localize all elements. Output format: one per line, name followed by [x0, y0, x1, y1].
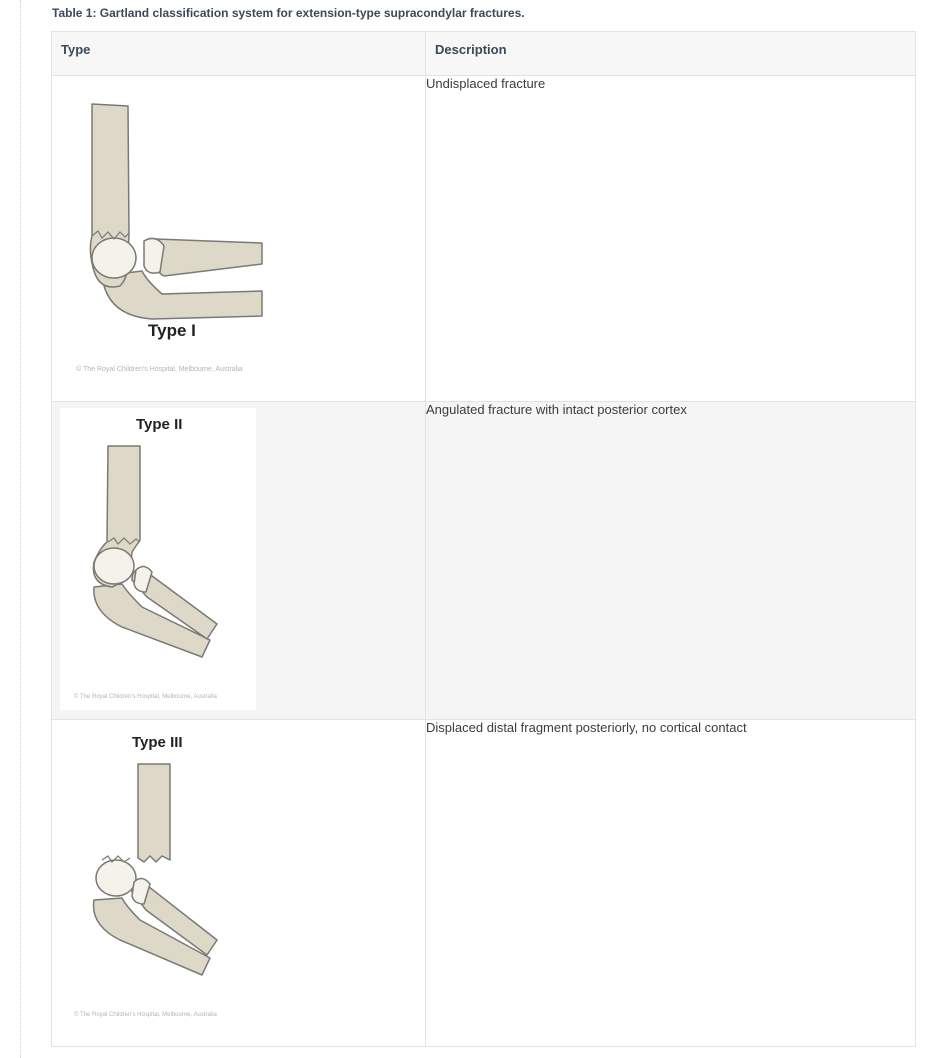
type-i-illustration-cell: [52, 76, 426, 402]
type-iii-copyright: © The Royal Children's Hospital, Melbourne, Australia: [74, 1012, 217, 1018]
page-left-rule: [20, 0, 21, 1058]
type-iii-elbow-illustration: [52, 720, 424, 1046]
table-caption: Table 1: Gartland classification system for extension-type supracondylar fractures.: [52, 6, 525, 20]
type-ii-illustration-cell: [52, 402, 426, 720]
type-ii-copyright: © The Royal Children's Hospital, Melbourne, Australia: [74, 694, 217, 700]
table-header-row: [52, 32, 916, 76]
table-row: [52, 76, 916, 402]
gartland-table: [51, 31, 916, 1047]
type-iii-description: Displaced distal fragment posteriorly, no cortical contact: [426, 720, 916, 1047]
type-i-label: Type I: [148, 321, 196, 340]
table-row: [52, 720, 916, 1047]
header-description: Description: [426, 32, 916, 76]
type-iii-label: Type III: [132, 734, 183, 751]
table-row: [52, 402, 916, 720]
header-type: Type: [52, 32, 426, 76]
type-iii-elbow-drawing: [52, 720, 424, 1046]
type-i-elbow-drawing: [52, 76, 424, 401]
type-ii-label: Type II: [136, 416, 183, 433]
type-i-copyright: © The Royal Children's Hospital, Melbourne, Australia: [76, 366, 243, 373]
type-iii-illustration-cell: [52, 720, 426, 1047]
type-i-description: Undisplaced fracture: [426, 76, 916, 402]
type-i-elbow-illustration: [52, 76, 424, 401]
type-ii-description: Angulated fracture with intact posterior cortex: [426, 402, 916, 720]
type-ii-elbow-illustration: [52, 402, 424, 719]
type-ii-elbow-drawing: [52, 402, 424, 719]
